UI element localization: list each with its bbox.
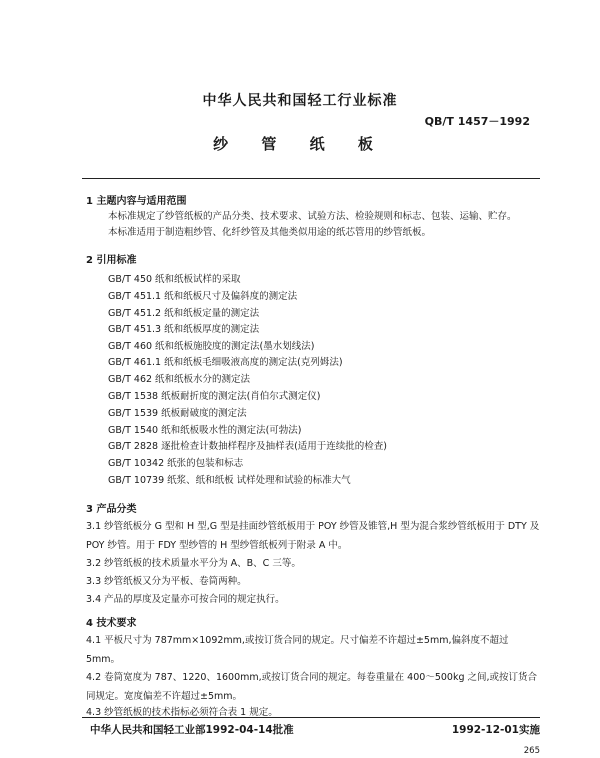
reference-item: GB/T 461.1 纸和纸板毛细吸液高度的测定法(克列姆法): [108, 357, 343, 368]
reference-item: GB/T 462 纸和纸板水分的测定法: [108, 374, 251, 385]
section-4-2: 4.2 卷筒宽度为 787、1220、1600mm,或按订货合同的规定。每卷重量在 400～500kg 之间,或按订货合同规定。宽度偏差不许超过±5mm。: [86, 672, 538, 702]
section-3-3: 3.3 纱管纸板又分为平板、卷筒两种。: [86, 576, 247, 587]
reference-item: GB/T 460 纸和纸板施胶度的测定法(墨水划线法): [108, 341, 315, 352]
section-3-2: 3.2 纱管纸板的技术质量水平分为 A、B、C 三等。: [86, 558, 301, 569]
section-1-para-1: 本标准规定了纱管纸板的产品分类、技术要求、试验方法、检验规则和标志、包装、运输、贮存。: [108, 211, 517, 222]
document-title: 纱 管 纸 板: [213, 135, 387, 153]
section-1-para-2: 本标准适用于制造粗纱管、化纤纱管及其他类似用途的纸芯管用的纱管纸板。: [108, 227, 432, 238]
reference-item: GB/T 450 纸和纸板试样的采取: [108, 274, 241, 285]
section-4-heading: 4 技术要求: [86, 618, 137, 629]
reference-item: GB/T 1538 纸板耐折度的测定法(肖伯尔式测定仪): [108, 391, 321, 402]
section-4-1: 4.1 平板尺寸为 787mm×1092mm,或按订货合同的规定。尺寸偏差不许超过±5mm,偏斜度不超过5mm。: [86, 635, 509, 665]
reference-item: GB/T 10739 纸浆、纸和纸板 试样处理和试验的标准大气: [108, 475, 351, 486]
footer-divider: [82, 717, 540, 718]
section-2-heading: 2 引用标准: [86, 255, 137, 266]
section-3-heading: 3 产品分类: [86, 504, 137, 515]
standard-code: QB/T 1457－1992: [424, 115, 530, 128]
header-divider: [82, 178, 540, 179]
reference-item: GB/T 10342 纸张的包装和标志: [108, 458, 244, 469]
reference-item: GB/T 2828 逐批检查计数抽样程序及抽样表(适用于连续批的检查): [108, 441, 388, 452]
page-number: 265: [523, 746, 540, 756]
reference-item: GB/T 1540 纸和纸板吸水性的测定法(可勃法): [108, 425, 302, 436]
section-4-3: 4.3 纱管纸板的技术指标必须符合表 1 规定。: [86, 707, 278, 718]
effective-date: 1992-12-01实施: [451, 724, 540, 736]
reference-item: GB/T 451.3 纸和纸板厚度的测定法: [108, 324, 260, 335]
reference-item: GB/T 451.1 纸和纸板尺寸及偏斜度的测定法: [108, 291, 298, 302]
approval-line: 中华人民共和国轻工业部1992-04-14批准: [90, 724, 294, 736]
issuing-organization: 中华人民共和国轻工行业标准: [202, 93, 398, 109]
section-1-heading: 1 主题内容与适用范围: [86, 196, 187, 207]
reference-item: GB/T 1539 纸板耐破度的测定法: [108, 408, 247, 419]
section-3-4: 3.4 产品的厚度及定量亦可按合同的规定执行。: [86, 594, 285, 605]
section-3-1: 3.1 纱管纸板分 G 型和 H 型,G 型是挂面纱管纸板用于 POY 纱管及锥管,H 型为混合浆纱管纸板用于 DTY 及 POY 纱管。用于 FDY 型纱管的 H 型纱管纸板列于附录 A 中。: [86, 521, 540, 551]
reference-item: GB/T 451.2 纸和纸板定量的测定法: [108, 308, 260, 319]
